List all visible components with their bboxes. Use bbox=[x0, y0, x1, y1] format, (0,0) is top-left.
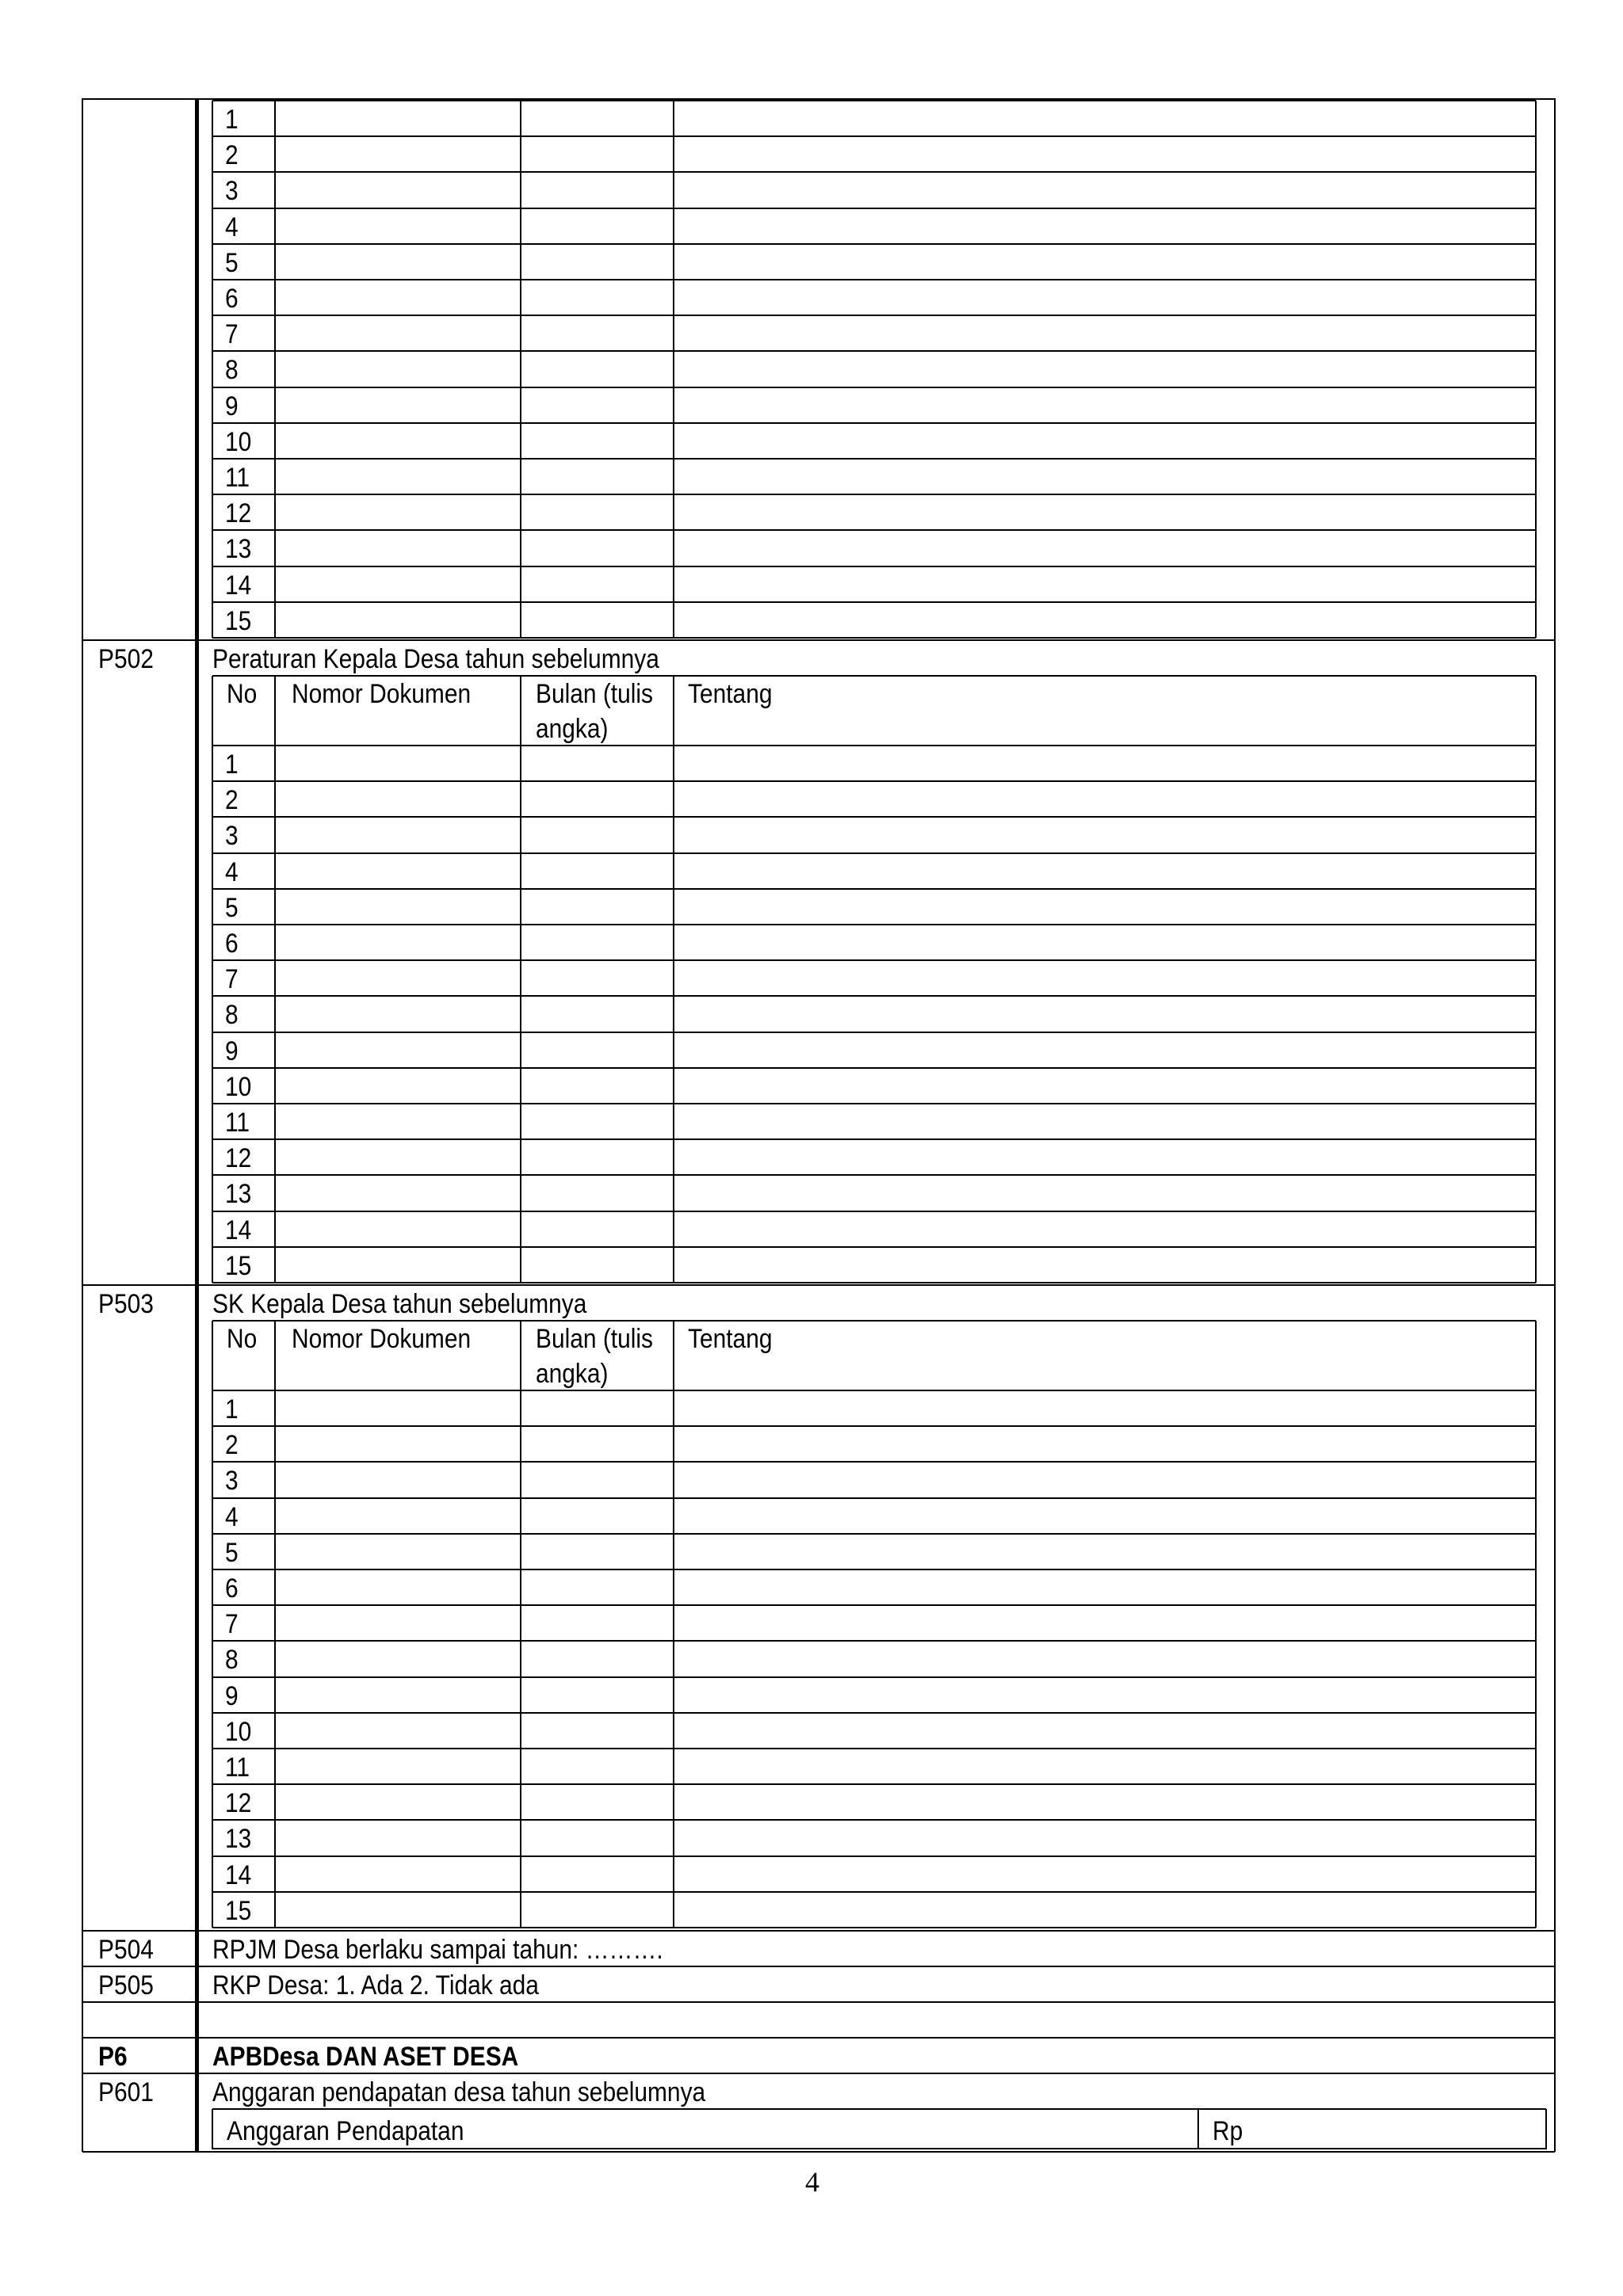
continued-tentang-cell[interactable] bbox=[675, 174, 1534, 206]
p502-tentang-cell[interactable] bbox=[675, 926, 1534, 959]
p503-row-number: 7 bbox=[225, 1609, 239, 1640]
p503-bulan-cell[interactable] bbox=[522, 1571, 672, 1604]
continued-bulan-cell[interactable] bbox=[522, 604, 672, 636]
p503-tentang-cell[interactable] bbox=[675, 1894, 1534, 1926]
p503-nomor-dokumen-cell[interactable] bbox=[277, 1714, 519, 1747]
p502-row-number: 10 bbox=[225, 1071, 252, 1102]
p503-row-number: 14 bbox=[225, 1859, 252, 1890]
p502-row-rule bbox=[212, 1246, 1536, 1248]
continued-col-divider-bulan bbox=[673, 101, 674, 638]
continued-tentang-cell[interactable] bbox=[675, 353, 1534, 385]
p503-row-number: 5 bbox=[225, 1537, 239, 1568]
p503-bulan-cell[interactable] bbox=[522, 1535, 672, 1568]
p502-header-top bbox=[212, 675, 1536, 677]
p503-row-rule bbox=[212, 1569, 1536, 1570]
p502-nomor-dokumen-cell[interactable] bbox=[277, 962, 519, 994]
p503-row-rule bbox=[212, 1712, 1536, 1714]
p502-col-divider-nomor bbox=[520, 746, 521, 1283]
continued-row-rule bbox=[212, 601, 1536, 603]
continued-row-number: 14 bbox=[225, 570, 252, 601]
p502-nomor-dokumen-cell[interactable] bbox=[277, 855, 519, 887]
p601-field-top bbox=[212, 2108, 1546, 2110]
p502-table-left bbox=[212, 746, 213, 1283]
p502-nomor-dokumen-cell[interactable] bbox=[277, 1177, 519, 1209]
continued-row-number: 1 bbox=[225, 105, 239, 135]
continued-nomor-dokumen-cell[interactable] bbox=[277, 568, 519, 601]
row-divider bbox=[82, 2037, 1555, 2039]
p502-tentang-cell[interactable] bbox=[675, 1070, 1534, 1102]
p502-bulan-cell[interactable] bbox=[522, 1249, 672, 1281]
continued-row-rule bbox=[212, 529, 1536, 531]
continued-table-right bbox=[1535, 101, 1537, 638]
p502-bulan-cell[interactable] bbox=[522, 855, 672, 887]
p502-row-number: 2 bbox=[225, 785, 239, 816]
p502-tentang-cell[interactable] bbox=[675, 818, 1534, 851]
p502-nomor-dokumen-cell[interactable] bbox=[277, 747, 519, 780]
p503-header-bulan: Bulan (tulis bbox=[536, 1324, 654, 1354]
row-divider bbox=[82, 2073, 1555, 2074]
p503-tentang-cell[interactable] bbox=[675, 1750, 1534, 1783]
p502-tentang-cell[interactable] bbox=[675, 1177, 1534, 1209]
p503-tentang-cell[interactable] bbox=[675, 1571, 1534, 1604]
p502-table-right bbox=[1535, 746, 1537, 1283]
p502-nomor-dokumen-cell[interactable] bbox=[277, 1141, 519, 1173]
p502-nomor-dokumen-cell[interactable] bbox=[277, 926, 519, 959]
continued-row-rule bbox=[212, 100, 1536, 101]
p503-tentang-cell[interactable] bbox=[675, 1786, 1534, 1818]
p601-currency-label: Rp bbox=[1212, 2116, 1243, 2146]
p503-row-number: 11 bbox=[225, 1753, 250, 1783]
p502-row-rule bbox=[212, 959, 1536, 961]
section-divider bbox=[82, 639, 1555, 641]
p601-anggaran-label: Anggaran Pendapatan bbox=[227, 2116, 464, 2146]
p502-row-number: 3 bbox=[225, 821, 239, 852]
p504-text: RPJM Desa berlaku sampai tahun: ………. bbox=[212, 1935, 663, 1965]
p503-col-divider-bulan bbox=[673, 1390, 674, 1928]
p503-header-no: No bbox=[227, 1324, 258, 1354]
p503-row-number: 10 bbox=[225, 1716, 252, 1747]
continued-bulan-cell[interactable] bbox=[522, 460, 672, 493]
continued-nomor-dokumen-cell[interactable] bbox=[277, 174, 519, 206]
p503-bulan-cell[interactable] bbox=[522, 1392, 672, 1425]
continued-row-rule bbox=[212, 208, 1536, 209]
p503-row-number: 6 bbox=[225, 1573, 239, 1604]
vertical-rule bbox=[520, 1321, 521, 1390]
p502-header-no: No bbox=[227, 679, 258, 709]
continued-bulan-cell[interactable] bbox=[522, 496, 672, 528]
p503-header-nomor: Nomor Dokumen bbox=[292, 1324, 472, 1354]
p502-bulan-cell[interactable] bbox=[522, 891, 672, 923]
p502-row-rule bbox=[212, 1032, 1536, 1033]
p502-nomor-dokumen-cell[interactable] bbox=[277, 1213, 519, 1245]
p502-bulan-cell[interactable] bbox=[522, 926, 672, 959]
p502-row-number: 15 bbox=[225, 1250, 252, 1281]
p503-nomor-dokumen-cell[interactable] bbox=[277, 1571, 519, 1604]
p503-row-rule bbox=[212, 1497, 1536, 1499]
continued-nomor-dokumen-cell[interactable] bbox=[277, 138, 519, 170]
p502-nomor-dokumen-cell[interactable] bbox=[277, 783, 519, 815]
p502-row-rule bbox=[212, 816, 1536, 818]
p503-row-number: 3 bbox=[225, 1466, 239, 1497]
continued-row-rule bbox=[212, 350, 1536, 352]
p505-code: P505 bbox=[98, 1970, 154, 2000]
continued-row-number: 3 bbox=[225, 176, 239, 207]
vertical-rule bbox=[212, 1321, 213, 1390]
p503-row-number: 8 bbox=[225, 1645, 239, 1676]
continued-row-number: 12 bbox=[225, 498, 252, 529]
continued-bulan-cell[interactable] bbox=[522, 102, 672, 135]
p502-row-rule bbox=[212, 1103, 1536, 1104]
continued-nomor-dokumen-cell[interactable] bbox=[277, 532, 519, 564]
vertical-rule bbox=[212, 676, 213, 746]
p503-nomor-dokumen-cell[interactable] bbox=[277, 1786, 519, 1818]
p502-row-number: 14 bbox=[225, 1215, 252, 1245]
p502-col-divider-bulan bbox=[673, 746, 674, 1283]
p503-tentang-cell[interactable] bbox=[675, 1607, 1534, 1639]
p503-nomor-dokumen-cell[interactable] bbox=[277, 1894, 519, 1926]
p502-tentang-cell[interactable] bbox=[675, 783, 1534, 815]
p502-tentang-cell[interactable] bbox=[675, 1213, 1534, 1245]
p503-col-divider-no bbox=[274, 1390, 276, 1928]
p502-nomor-dokumen-cell[interactable] bbox=[277, 1034, 519, 1066]
p503-row-rule bbox=[212, 1461, 1536, 1463]
p503-bulan-cell[interactable] bbox=[522, 1428, 672, 1460]
continued-tentang-cell[interactable] bbox=[675, 210, 1534, 242]
p503-row-rule bbox=[212, 1640, 1536, 1642]
p502-row-number: 9 bbox=[225, 1035, 239, 1066]
continued-nomor-dokumen-cell[interactable] bbox=[277, 496, 519, 528]
p502-bulan-cell[interactable] bbox=[522, 783, 672, 815]
p502-nomor-dokumen-cell[interactable] bbox=[277, 997, 519, 1030]
p503-row-number: 1 bbox=[225, 1394, 239, 1425]
p503-nomor-dokumen-cell[interactable] bbox=[277, 1821, 519, 1854]
continued-tentang-cell[interactable] bbox=[675, 496, 1534, 528]
continued-bulan-cell[interactable] bbox=[522, 246, 672, 278]
p502-row-rule bbox=[212, 888, 1536, 890]
section-divider bbox=[82, 1284, 1555, 1286]
continued-row-rule bbox=[212, 315, 1536, 316]
p502-tentang-cell[interactable] bbox=[675, 962, 1534, 994]
p502-tentang-cell[interactable] bbox=[675, 855, 1534, 887]
continued-row-number: 10 bbox=[225, 426, 252, 457]
p503-bulan-cell[interactable] bbox=[522, 1607, 672, 1639]
vertical-rule bbox=[673, 676, 674, 746]
p503-header-bulan-2: angka) bbox=[536, 1359, 609, 1389]
outer-right-border bbox=[1554, 98, 1556, 2152]
p503-row-rule bbox=[212, 1390, 1536, 1391]
p503-row-number: 15 bbox=[225, 1895, 252, 1926]
continued-row-rule bbox=[212, 494, 1536, 495]
continued-nomor-dokumen-cell[interactable] bbox=[277, 389, 519, 421]
p502-bulan-cell[interactable] bbox=[522, 747, 672, 780]
p502-row-rule bbox=[212, 745, 1536, 746]
continued-tentang-cell[interactable] bbox=[675, 246, 1534, 278]
p502-tentang-cell[interactable] bbox=[675, 1105, 1534, 1138]
p503-nomor-dokumen-cell[interactable] bbox=[277, 1858, 519, 1890]
continued-tentang-cell[interactable] bbox=[675, 425, 1534, 457]
outer-left-border bbox=[82, 98, 83, 2152]
vertical-rule bbox=[1535, 1321, 1537, 1390]
p502-nomor-dokumen-cell[interactable] bbox=[277, 818, 519, 851]
p502-tentang-cell[interactable] bbox=[675, 1141, 1534, 1173]
p6-code: P6 bbox=[98, 2042, 128, 2072]
continued-tentang-cell[interactable] bbox=[675, 281, 1534, 314]
p503-tentang-cell[interactable] bbox=[675, 1428, 1534, 1460]
p502-row-number: 11 bbox=[225, 1108, 250, 1138]
p601-field-divider bbox=[1197, 2109, 1199, 2149]
continued-tentang-cell[interactable] bbox=[675, 102, 1534, 135]
continued-tentang-cell[interactable] bbox=[675, 460, 1534, 493]
section-divider bbox=[82, 1930, 1555, 1932]
p502-row-rule bbox=[212, 1067, 1536, 1069]
p502-row-number: 13 bbox=[225, 1179, 252, 1210]
continued-nomor-dokumen-cell[interactable] bbox=[277, 425, 519, 457]
continued-bulan-cell[interactable] bbox=[522, 138, 672, 170]
p502-title: Peraturan Kepala Desa tahun sebelumnya bbox=[212, 644, 659, 674]
continued-nomor-dokumen-cell[interactable] bbox=[277, 246, 519, 278]
p601-code: P601 bbox=[98, 2077, 154, 2107]
p502-table-bottom bbox=[212, 1282, 1536, 1283]
p502-tentang-cell[interactable] bbox=[675, 1034, 1534, 1066]
p502-row-number: 5 bbox=[225, 892, 239, 923]
p503-bulan-cell[interactable] bbox=[522, 1786, 672, 1818]
p503-row-number: 12 bbox=[225, 1788, 252, 1819]
continued-row-number: 15 bbox=[225, 605, 252, 636]
continued-row-number: 8 bbox=[225, 355, 239, 386]
p502-row-number: 7 bbox=[225, 964, 239, 995]
continued-nomor-dokumen-cell[interactable] bbox=[277, 317, 519, 349]
p502-tentang-cell[interactable] bbox=[675, 997, 1534, 1030]
continued-row-number: 9 bbox=[225, 391, 239, 421]
p503-row-number: 4 bbox=[225, 1501, 239, 1532]
p503-nomor-dokumen-cell[interactable] bbox=[277, 1642, 519, 1675]
p503-bulan-cell[interactable] bbox=[522, 1679, 672, 1711]
continued-row-rule bbox=[212, 566, 1536, 567]
p503-table-left bbox=[212, 1390, 213, 1928]
p502-header-nomor: Nomor Dokumen bbox=[292, 679, 472, 709]
continued-nomor-dokumen-cell[interactable] bbox=[277, 281, 519, 314]
bottom-border bbox=[82, 2151, 1555, 2153]
p502-row-number: 4 bbox=[225, 856, 239, 887]
p502-bulan-cell[interactable] bbox=[522, 1105, 672, 1138]
continued-table-left bbox=[212, 101, 213, 638]
p502-header-bulan-2: angka) bbox=[536, 714, 609, 744]
continued-row-number: 7 bbox=[225, 319, 239, 350]
p503-row-rule bbox=[212, 1783, 1536, 1785]
p601-field-bottom bbox=[212, 2148, 1546, 2149]
continued-tentang-cell[interactable] bbox=[675, 389, 1534, 421]
p503-nomor-dokumen-cell[interactable] bbox=[277, 1428, 519, 1460]
p503-tentang-cell[interactable] bbox=[675, 1463, 1534, 1496]
continued-bulan-cell[interactable] bbox=[522, 425, 672, 457]
continued-bulan-cell[interactable] bbox=[522, 532, 672, 564]
p502-bulan-cell[interactable] bbox=[522, 1177, 672, 1209]
p503-tentang-cell[interactable] bbox=[675, 1500, 1534, 1532]
vertical-rule bbox=[274, 1321, 276, 1390]
p503-nomor-dokumen-cell[interactable] bbox=[277, 1392, 519, 1425]
p502-col-divider-no bbox=[274, 746, 276, 1283]
p503-nomor-dokumen-cell[interactable] bbox=[277, 1750, 519, 1783]
p503-nomor-dokumen-cell[interactable] bbox=[277, 1500, 519, 1532]
p502-row-number: 8 bbox=[225, 1000, 239, 1031]
vertical-rule bbox=[274, 676, 276, 746]
p503-row-number: 9 bbox=[225, 1680, 239, 1711]
p503-tentang-cell[interactable] bbox=[675, 1679, 1534, 1711]
continued-bulan-cell[interactable] bbox=[522, 353, 672, 385]
continued-row-number: 11 bbox=[225, 463, 250, 493]
p502-nomor-dokumen-cell[interactable] bbox=[277, 891, 519, 923]
p503-row-rule bbox=[212, 1855, 1536, 1857]
row-divider bbox=[82, 2001, 1555, 2003]
continued-nomor-dokumen-cell[interactable] bbox=[277, 604, 519, 636]
p503-nomor-dokumen-cell[interactable] bbox=[277, 1535, 519, 1568]
p503-tentang-cell[interactable] bbox=[675, 1821, 1534, 1854]
p503-bulan-cell[interactable] bbox=[522, 1821, 672, 1854]
p504-code: P504 bbox=[98, 1935, 154, 1965]
continued-tentang-cell[interactable] bbox=[675, 568, 1534, 601]
p502-tentang-cell[interactable] bbox=[675, 891, 1534, 923]
p502-code: P502 bbox=[98, 644, 154, 674]
p502-bulan-cell[interactable] bbox=[522, 1034, 672, 1066]
p502-bulan-cell[interactable] bbox=[522, 1141, 672, 1173]
p502-row-rule bbox=[212, 924, 1536, 925]
p503-bulan-cell[interactable] bbox=[522, 1642, 672, 1675]
continued-row-rule bbox=[212, 422, 1536, 424]
p503-nomor-dokumen-cell[interactable] bbox=[277, 1679, 519, 1711]
continued-tentang-cell[interactable] bbox=[675, 532, 1534, 564]
continued-tentang-cell[interactable] bbox=[675, 138, 1534, 170]
continued-bulan-cell[interactable] bbox=[522, 317, 672, 349]
continued-row-rule bbox=[212, 135, 1536, 137]
page-number: 4 bbox=[805, 2166, 819, 2198]
continued-bulan-cell[interactable] bbox=[522, 210, 672, 242]
p503-tentang-cell[interactable] bbox=[675, 1535, 1534, 1568]
p503-row-number: 2 bbox=[225, 1430, 239, 1461]
p601-field-left bbox=[212, 2109, 213, 2149]
continued-row-rule bbox=[212, 279, 1536, 280]
p503-bulan-cell[interactable] bbox=[522, 1858, 672, 1890]
p6-title: APBDesa DAN ASET DESA bbox=[212, 2042, 519, 2072]
continued-col-divider-no bbox=[274, 101, 276, 638]
continued-row-number: 13 bbox=[225, 534, 252, 565]
continued-bulan-cell[interactable] bbox=[522, 281, 672, 314]
p502-row-rule bbox=[212, 995, 1536, 997]
p502-bulan-cell[interactable] bbox=[522, 1070, 672, 1102]
p503-row-rule bbox=[212, 1891, 1536, 1893]
p503-row-rule bbox=[212, 1676, 1536, 1678]
p502-nomor-dokumen-cell[interactable] bbox=[277, 1249, 519, 1281]
continued-row-number: 6 bbox=[225, 284, 239, 314]
p502-header-bulan: Bulan (tulis bbox=[536, 679, 654, 709]
p503-code: P503 bbox=[98, 1289, 154, 1319]
p503-bulan-cell[interactable] bbox=[522, 1714, 672, 1747]
p503-row-rule bbox=[212, 1533, 1536, 1535]
continued-tentang-cell[interactable] bbox=[675, 317, 1534, 349]
p502-row-rule bbox=[212, 852, 1536, 854]
p503-table-bottom bbox=[212, 1927, 1536, 1928]
p502-row-number: 6 bbox=[225, 929, 239, 959]
p502-row-rule bbox=[212, 780, 1536, 782]
code-column-divider bbox=[195, 98, 199, 2152]
p503-bulan-cell[interactable] bbox=[522, 1894, 672, 1926]
p503-row-rule bbox=[212, 1604, 1536, 1606]
p503-col-divider-nomor bbox=[520, 1390, 521, 1928]
p503-tentang-cell[interactable] bbox=[675, 1858, 1534, 1890]
continued-table-bottom bbox=[212, 637, 1536, 639]
continued-bulan-cell[interactable] bbox=[522, 174, 672, 206]
continued-nomor-dokumen-cell[interactable] bbox=[277, 460, 519, 493]
continued-nomor-dokumen-cell[interactable] bbox=[277, 102, 519, 135]
p502-row-number: 1 bbox=[225, 749, 239, 780]
continued-bulan-cell[interactable] bbox=[522, 568, 672, 601]
p502-bulan-cell[interactable] bbox=[522, 818, 672, 851]
p505-text: RKP Desa: 1. Ada 2. Tidak ada bbox=[212, 1970, 539, 2000]
p502-row-number: 12 bbox=[225, 1143, 252, 1174]
p601-field-right bbox=[1545, 2109, 1547, 2149]
continued-row-rule bbox=[212, 171, 1536, 173]
p503-tentang-cell[interactable] bbox=[675, 1714, 1534, 1747]
continued-row-rule bbox=[212, 243, 1536, 245]
p601-amount-input[interactable] bbox=[1268, 2111, 1544, 2147]
p503-row-rule bbox=[212, 1425, 1536, 1427]
p502-header-tentang: Tentang bbox=[688, 679, 773, 709]
p502-row-rule bbox=[212, 1211, 1536, 1212]
p503-tentang-cell[interactable] bbox=[675, 1392, 1534, 1425]
p601-title: Anggaran pendapatan desa tahun sebelumnya bbox=[212, 2077, 706, 2107]
continued-row-number: 4 bbox=[225, 212, 239, 242]
continued-row-rule bbox=[212, 458, 1536, 460]
continued-bulan-cell[interactable] bbox=[522, 389, 672, 421]
p503-header-top bbox=[212, 1320, 1536, 1322]
p503-table-right bbox=[1535, 1390, 1537, 1928]
p503-header-tentang: Tentang bbox=[688, 1324, 773, 1354]
p502-tentang-cell[interactable] bbox=[675, 1249, 1534, 1281]
p503-row-rule bbox=[212, 1748, 1536, 1749]
continued-row-rule bbox=[212, 387, 1536, 388]
p503-row-rule bbox=[212, 1819, 1536, 1821]
row-divider bbox=[82, 1966, 1555, 1967]
p502-nomor-dokumen-cell[interactable] bbox=[277, 1070, 519, 1102]
vertical-rule bbox=[673, 1321, 674, 1390]
continued-row-number: 2 bbox=[225, 140, 239, 171]
continued-row-number: 5 bbox=[225, 247, 239, 278]
p503-nomor-dokumen-cell[interactable] bbox=[277, 1607, 519, 1639]
p503-title: SK Kepala Desa tahun sebelumnya bbox=[212, 1289, 587, 1319]
p503-tentang-cell[interactable] bbox=[675, 1642, 1534, 1675]
vertical-rule bbox=[1535, 676, 1537, 746]
p502-row-rule bbox=[212, 1138, 1536, 1140]
p503-bulan-cell[interactable] bbox=[522, 1500, 672, 1532]
continued-nomor-dokumen-cell[interactable] bbox=[277, 353, 519, 385]
p502-row-rule bbox=[212, 1174, 1536, 1176]
p503-bulan-cell[interactable] bbox=[522, 1463, 672, 1496]
vertical-rule bbox=[520, 676, 521, 746]
continued-col-divider-nomor bbox=[520, 101, 521, 638]
p503-nomor-dokumen-cell[interactable] bbox=[277, 1463, 519, 1496]
p502-bulan-cell[interactable] bbox=[522, 962, 672, 994]
p502-bulan-cell[interactable] bbox=[522, 1213, 672, 1245]
p502-nomor-dokumen-cell[interactable] bbox=[277, 1105, 519, 1138]
continued-tentang-cell[interactable] bbox=[675, 604, 1534, 636]
p503-bulan-cell[interactable] bbox=[522, 1750, 672, 1783]
continued-nomor-dokumen-cell[interactable] bbox=[277, 210, 519, 242]
p503-row-number: 13 bbox=[225, 1824, 252, 1855]
p502-tentang-cell[interactable] bbox=[675, 747, 1534, 780]
p502-bulan-cell[interactable] bbox=[522, 997, 672, 1030]
